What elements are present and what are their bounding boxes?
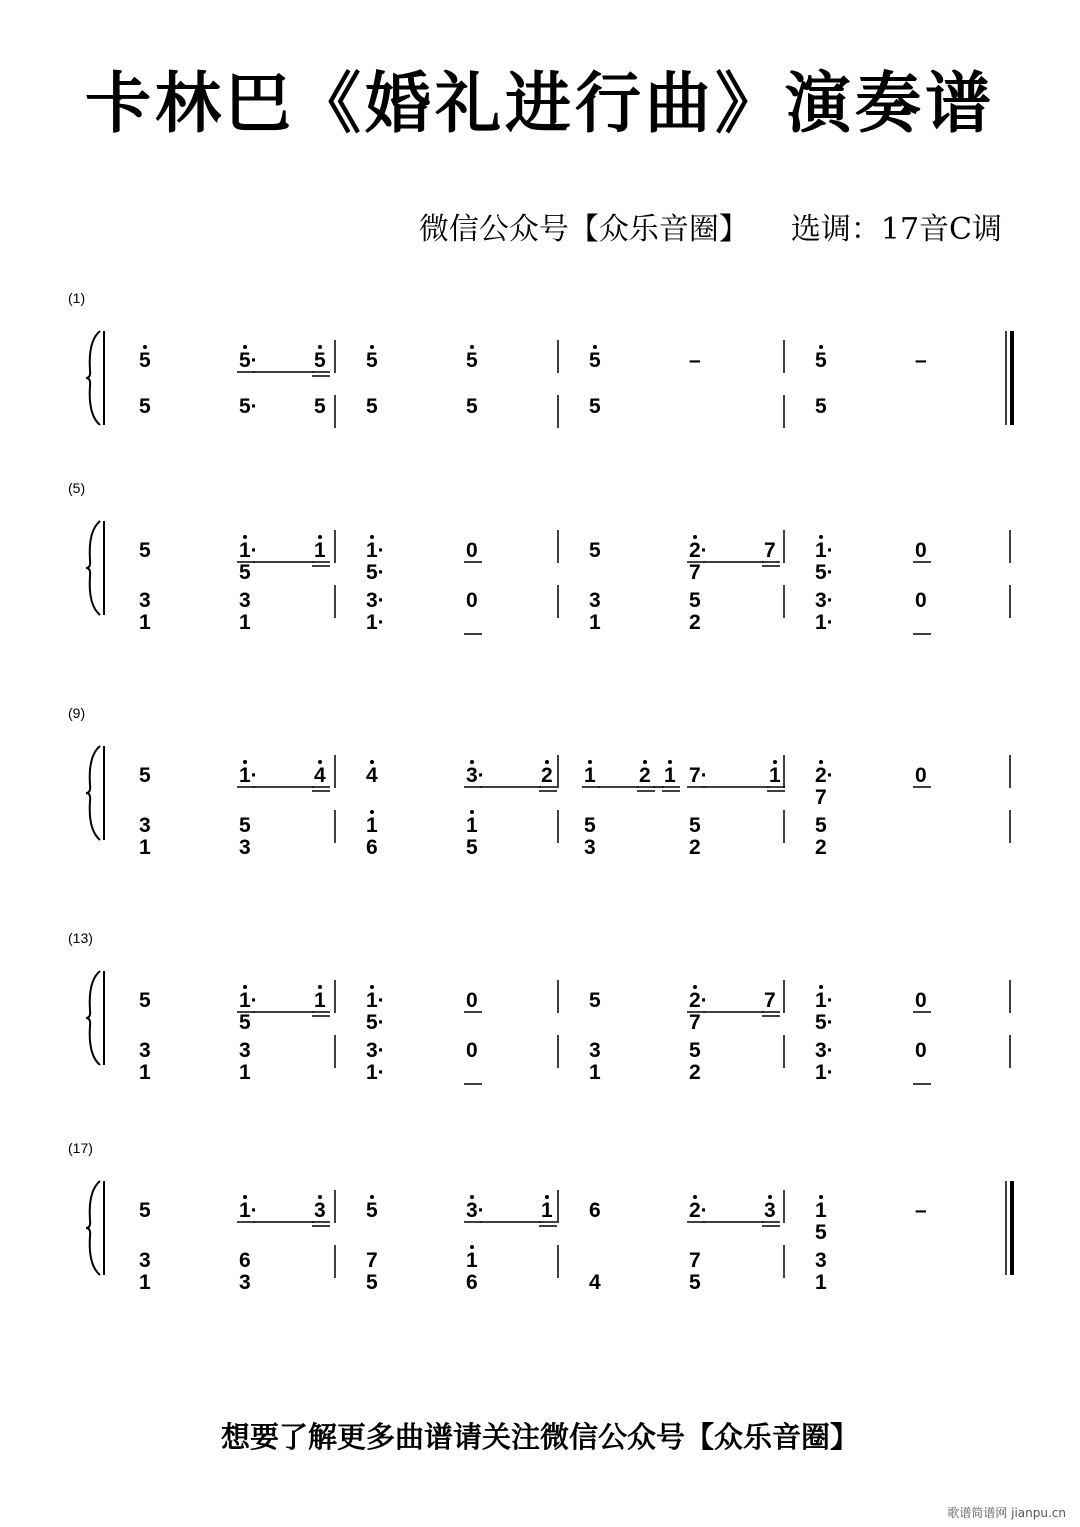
measure-number: (1) <box>68 290 86 306</box>
note: 1 <box>314 989 326 1012</box>
note: 3· <box>366 1039 385 1062</box>
note: 3 <box>239 589 251 612</box>
note: 5· <box>239 349 258 372</box>
note: 3 <box>239 1271 251 1294</box>
note: 6 <box>466 1271 478 1294</box>
note: 5 <box>366 349 378 372</box>
note: 5· <box>366 1011 385 1034</box>
note: 7 <box>764 539 776 562</box>
watermark: 歌谱简谱网 jianpu.cn <box>947 1506 1066 1520</box>
measure-number: (5) <box>68 480 86 496</box>
octave-dot <box>370 985 374 989</box>
note: 5 <box>366 395 378 418</box>
octave-dot <box>588 760 592 764</box>
note: 5 <box>815 1221 827 1244</box>
octave-dot <box>318 1195 322 1199</box>
note: 4 <box>314 764 326 787</box>
note: 2· <box>689 989 708 1012</box>
source-text: 微信公众号【众乐音圈】 <box>418 212 749 247</box>
note: 5 <box>366 1271 378 1294</box>
footer-text: 想要了解更多曲谱请关注微信公众号【众乐音圈】 <box>220 1420 859 1454</box>
note: 1 <box>366 814 378 837</box>
octave-dot <box>470 1195 474 1199</box>
note: 1· <box>815 539 834 562</box>
measure-number: (17) <box>68 1140 93 1156</box>
note: 5· <box>815 1011 834 1034</box>
note: 5 <box>589 349 601 372</box>
note: 2· <box>815 764 834 787</box>
note: 5 <box>589 989 601 1012</box>
note: 5 <box>689 814 701 837</box>
note: 2· <box>689 1199 708 1222</box>
note: 2 <box>689 1061 701 1084</box>
note: 5 <box>366 1199 378 1222</box>
note: 5 <box>689 589 701 612</box>
note: 2 <box>689 836 701 859</box>
note: 3 <box>139 1039 151 1062</box>
note: 5 <box>815 395 827 418</box>
note: 7 <box>689 1011 701 1034</box>
octave-dot <box>243 1195 247 1199</box>
note: 3 <box>139 814 151 837</box>
note: 1· <box>366 1061 385 1084</box>
note: 4 <box>366 764 378 787</box>
octave-dot <box>243 985 247 989</box>
note: 5 <box>139 539 151 562</box>
note: 5 <box>584 814 596 837</box>
note: 7 <box>764 989 776 1012</box>
note: 5 <box>239 561 251 584</box>
note: 0 <box>915 539 927 562</box>
octave-dot <box>470 810 474 814</box>
octave-dot <box>668 760 672 764</box>
octave-dot <box>545 1195 549 1199</box>
octave-dot <box>243 760 247 764</box>
note: 5 <box>314 395 326 418</box>
octave-dot <box>643 760 647 764</box>
octave-dot <box>370 810 374 814</box>
note: 3· <box>466 764 485 787</box>
note: 1 <box>139 611 151 634</box>
note: 1· <box>366 611 385 634</box>
system-brace <box>86 331 100 425</box>
note: 6 <box>239 1249 251 1272</box>
note: 0 <box>466 539 478 562</box>
note: 1· <box>815 611 834 634</box>
note: 5· <box>239 395 258 418</box>
note: 1· <box>239 539 258 562</box>
note: 1· <box>366 989 385 1012</box>
note: – <box>915 349 927 372</box>
note: – <box>915 1199 927 1222</box>
note: 5 <box>239 814 251 837</box>
note: 7 <box>366 1249 378 1272</box>
note: 0 <box>915 1039 927 1062</box>
note: 1 <box>769 764 781 787</box>
note: 2 <box>639 764 651 787</box>
note: 4 <box>589 1271 601 1294</box>
note: 2 <box>541 764 553 787</box>
octave-dot <box>370 345 374 349</box>
note: 5 <box>139 989 151 1012</box>
note: 5 <box>466 395 478 418</box>
octave-dot <box>773 760 777 764</box>
note: 1 <box>139 1271 151 1294</box>
octave-dot <box>243 535 247 539</box>
octave-dot <box>318 535 322 539</box>
octave-dot <box>545 760 549 764</box>
note: 1 <box>466 1249 478 1272</box>
octave-dot <box>693 535 697 539</box>
note: 5 <box>466 836 478 859</box>
octave-dot <box>819 345 823 349</box>
note: 2 <box>815 836 827 859</box>
note: 1· <box>366 539 385 562</box>
note: 5 <box>689 1039 701 1062</box>
octave-dot <box>143 345 147 349</box>
octave-dot <box>693 1195 697 1199</box>
note: 7 <box>689 561 701 584</box>
note: 3· <box>815 589 834 612</box>
note: 3· <box>366 589 385 612</box>
note: 1 <box>664 764 676 787</box>
note: 1 <box>815 1199 827 1222</box>
octave-dot <box>243 345 247 349</box>
note: 5 <box>239 1011 251 1034</box>
note: 3· <box>815 1039 834 1062</box>
note: 1 <box>239 1061 251 1084</box>
note: 5 <box>139 395 151 418</box>
octave-dot <box>819 535 823 539</box>
note: 7 <box>689 1249 701 1272</box>
note: 5 <box>815 814 827 837</box>
note: 5 <box>589 539 601 562</box>
octave-dot <box>318 760 322 764</box>
measure-number: (13) <box>68 930 93 946</box>
note: 3 <box>139 1249 151 1272</box>
system-brace <box>86 746 100 840</box>
note: 5· <box>366 561 385 584</box>
note: 1 <box>541 1199 553 1222</box>
page-title: 卡林巴《婚礼进行曲》演奏谱 <box>85 65 995 142</box>
note: 0 <box>915 589 927 612</box>
octave-dot <box>693 985 697 989</box>
note: 3 <box>589 589 601 612</box>
note: 3 <box>139 589 151 612</box>
note: 5 <box>139 764 151 787</box>
note: 1· <box>815 989 834 1012</box>
note: 1 <box>815 1271 827 1294</box>
note: 5 <box>589 395 601 418</box>
octave-dot <box>593 345 597 349</box>
note: 5 <box>689 1271 701 1294</box>
note: 5 <box>815 349 827 372</box>
note: 1 <box>239 611 251 634</box>
octave-dot <box>819 1195 823 1199</box>
note: 3 <box>764 1199 776 1222</box>
note: 1 <box>139 836 151 859</box>
note: 3 <box>314 1199 326 1222</box>
note: 5 <box>139 1199 151 1222</box>
octave-dot <box>318 985 322 989</box>
octave-dot <box>470 345 474 349</box>
note: 1· <box>239 989 258 1012</box>
note: 1 <box>584 764 596 787</box>
system-brace <box>86 521 100 615</box>
note: 6 <box>366 836 378 859</box>
note: 3 <box>239 836 251 859</box>
note: 1 <box>589 611 601 634</box>
note: 5· <box>815 561 834 584</box>
note: 1· <box>239 764 258 787</box>
note: 1 <box>466 814 478 837</box>
note: 0 <box>915 764 927 787</box>
note: 5 <box>466 349 478 372</box>
note: 1 <box>139 1061 151 1084</box>
note: 1· <box>815 1061 834 1084</box>
note: 0 <box>466 1039 478 1062</box>
note: 3 <box>239 1039 251 1062</box>
note: 3 <box>589 1039 601 1062</box>
note: 1 <box>314 539 326 562</box>
system-brace <box>86 971 100 1065</box>
note: 1· <box>239 1199 258 1222</box>
octave-dot <box>370 760 374 764</box>
octave-dot <box>370 1195 374 1199</box>
note: 0 <box>466 589 478 612</box>
note: 3 <box>815 1249 827 1272</box>
note: 5 <box>139 349 151 372</box>
octave-dot <box>819 760 823 764</box>
octave-dot <box>470 760 474 764</box>
note: 7· <box>689 764 708 787</box>
note: 5 <box>314 349 326 372</box>
note: 6 <box>589 1199 601 1222</box>
note: 2 <box>689 611 701 634</box>
octave-dot <box>768 1195 772 1199</box>
octave-dot <box>470 1245 474 1249</box>
note: 2· <box>689 539 708 562</box>
key-text: 选调：17音C调 <box>790 212 1002 247</box>
note: 3 <box>584 836 596 859</box>
note: 0 <box>915 989 927 1012</box>
note: 7 <box>815 786 827 809</box>
measure-number: (9) <box>68 705 86 721</box>
octave-dot <box>318 345 322 349</box>
system-brace <box>86 1181 100 1275</box>
note: 3· <box>466 1199 485 1222</box>
octave-dot <box>370 535 374 539</box>
note: – <box>689 349 701 372</box>
note: 1 <box>589 1061 601 1084</box>
octave-dot <box>819 985 823 989</box>
note: 0 <box>466 989 478 1012</box>
